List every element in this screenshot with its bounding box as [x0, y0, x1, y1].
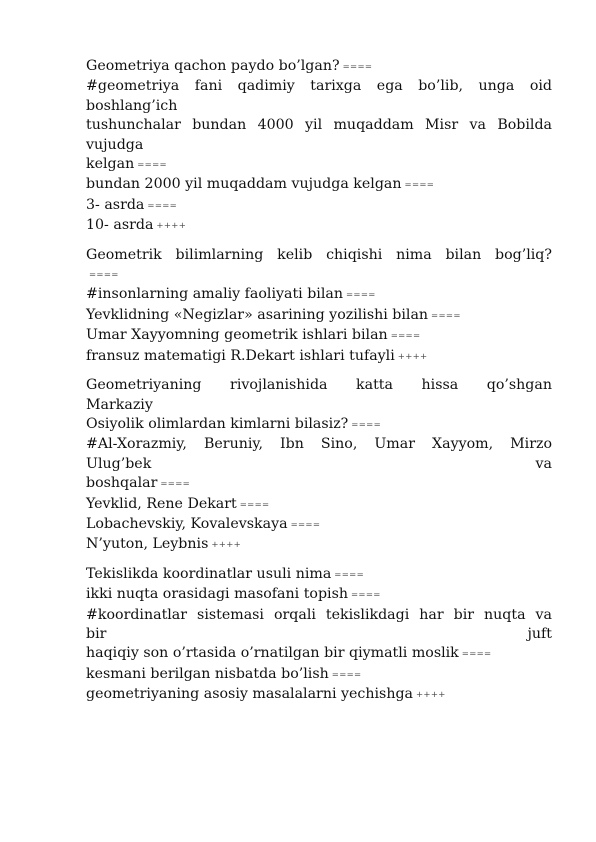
line-text: #geometriya fani qadimiy tarixga ega bo’lib, unga oid: [86, 78, 552, 95]
text-line: [86, 495, 552, 515]
text-line: [86, 175, 552, 195]
text-line: [86, 116, 552, 135]
line-text: 3- asrda: [86, 196, 145, 213]
line-text: N’yuton, Leybnis: [86, 536, 209, 553]
line-text: Lobachevskiy, Kovalevskaya: [86, 515, 288, 532]
answer-marker: ====: [290, 519, 321, 530]
text-line: [86, 515, 552, 535]
answer-marker: ====: [342, 62, 373, 72]
line-text: bir juft: [86, 625, 552, 642]
text-line: [86, 415, 552, 435]
text-line: [86, 136, 552, 155]
text-line: [86, 396, 552, 415]
question-block: [86, 57, 552, 237]
answer-marker: ++++: [397, 351, 428, 362]
answer-marker: ====: [334, 569, 364, 580]
line-text: Tekislikda koordinatlar usuli nima: [86, 565, 332, 582]
line-text: #Al-Xorazmiy, Beruniy, Ibn Sino, Umar Xayyom, Mirzo: [86, 436, 552, 453]
text-line: [86, 435, 552, 454]
answer-marker: ++++: [156, 221, 187, 232]
line-text: kelgan: [86, 156, 135, 173]
answer-marker: ====: [137, 160, 167, 171]
text-line: [86, 625, 552, 644]
text-line: [86, 246, 552, 265]
answer-marker: ++++: [211, 540, 242, 551]
line-text: geometriyaning asosiy masalalarni yechishga: [86, 686, 413, 703]
text-line: [86, 565, 552, 585]
line-text: bundan 2000 yil muqaddam vujudga kelgan: [86, 176, 402, 193]
line-text: vujudga: [86, 136, 144, 153]
text-line: [86, 644, 552, 664]
text-line: [86, 347, 552, 367]
line-text: tushunchalar bundan 4000 yil muqaddam Misr va Bobilda: [86, 117, 552, 134]
line-text: Markaziy: [86, 396, 153, 413]
line-text: Osiyolik olimlardan kimlarni bilasiz?: [86, 415, 349, 432]
line-text: haqiqiy son o’rtasida o’rnatilgan bir qiymatli moslik: [86, 645, 459, 662]
line-text: boshqalar: [86, 475, 158, 492]
line-text: Geometriya qachon paydo bo’lgan?: [86, 58, 340, 74]
text-line: [86, 155, 552, 175]
text-line: [86, 216, 552, 236]
answer-marker: ====: [345, 290, 376, 301]
answer-marker: ====: [160, 479, 191, 490]
document-page: [86, 57, 552, 715]
line-text: Geometrik bilimlarning kelib chiqishi nima bilan bog’liq?: [86, 246, 552, 263]
answer-marker: ====: [390, 331, 421, 342]
line-text: Geometriyaning rivojlanishida katta hissa qo’shgan: [86, 377, 552, 394]
text-line: [86, 97, 552, 116]
answer-marker: ====: [351, 419, 381, 430]
answer-marker: ====: [239, 499, 270, 510]
answer-marker: ++++: [416, 690, 446, 701]
text-line: [86, 606, 552, 625]
text-line: [86, 585, 552, 605]
text-line: [86, 376, 552, 395]
answer-marker: ====: [331, 669, 362, 680]
question-block: [86, 376, 552, 556]
text-line: [86, 535, 552, 555]
text-line: [86, 326, 552, 346]
text-line: [86, 265, 552, 285]
text-line: [86, 77, 552, 96]
text-line: [86, 285, 552, 305]
line-text: #insonlarning amaliy faoliyati bilan: [86, 286, 343, 303]
text-line: [86, 455, 552, 474]
answer-marker: ====: [89, 270, 119, 281]
line-text: Yevklidning «Negizlar» asarining yozilishi bilan: [86, 306, 429, 323]
line-text: Umar Xayyomning geometrik ishlari bilan: [86, 327, 388, 344]
text-line: [86, 685, 552, 705]
line-text: boshlang’ich: [86, 97, 178, 114]
line-text: #koordinatlar sistemasi orqali tekislikdagi har bir nuqta va: [86, 606, 552, 623]
line-text: Yevklid, Rene Dekart: [86, 495, 237, 512]
answer-marker: ====: [350, 590, 381, 601]
text-line: [86, 665, 552, 685]
answer-marker: ====: [431, 310, 461, 321]
question-block: [86, 246, 552, 367]
line-text: Ulug’bek va: [86, 455, 552, 472]
text-line: [86, 474, 552, 494]
line-text: ikki nuqta orasidagi masofani topish: [86, 586, 348, 603]
answer-marker: ====: [404, 180, 435, 191]
question-block: [86, 565, 552, 706]
text-line: [86, 306, 552, 326]
text-line: [86, 57, 552, 77]
line-text: kesmani berilgan nisbatda bo’lish: [86, 665, 329, 682]
line-text: 10- asrda: [86, 217, 154, 234]
text-line: [86, 196, 552, 216]
answer-marker: ====: [147, 200, 178, 211]
line-text: fransuz matematigi R.Dekart ishlari tufayli: [86, 347, 395, 364]
answer-marker: ====: [461, 649, 492, 660]
